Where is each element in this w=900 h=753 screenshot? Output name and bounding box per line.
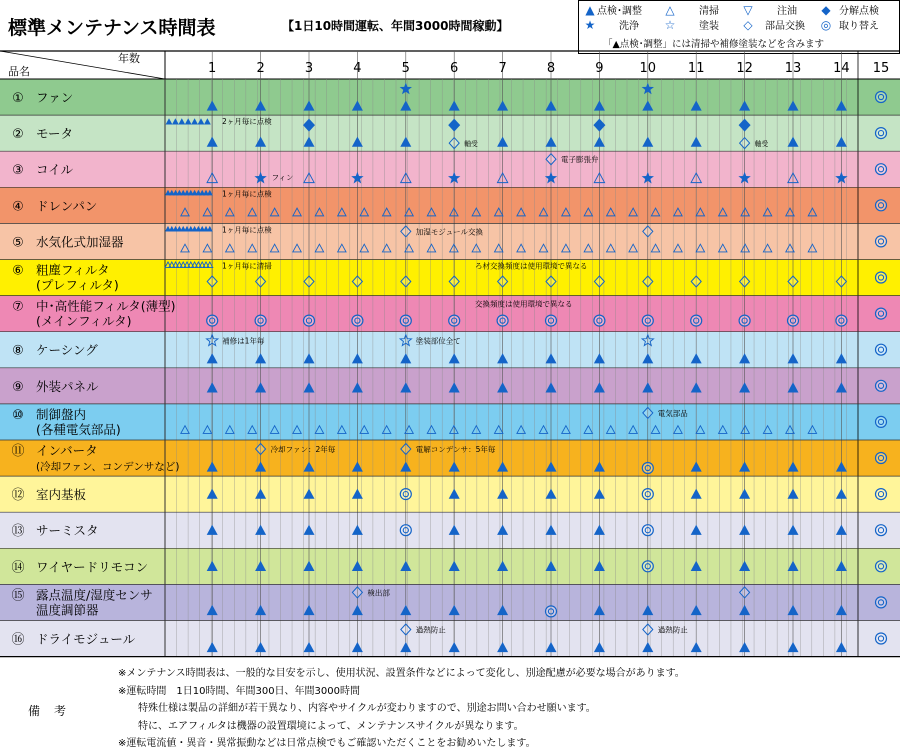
- year-label: 12: [736, 61, 753, 76]
- annotation-r8_note2: 塗装部位全て: [415, 336, 461, 346]
- annotation-r3_fin: フィン: [271, 173, 294, 183]
- row-name: 中･高性能フィルタ(薄型): [36, 298, 176, 314]
- replace-filter-icon: [788, 315, 799, 326]
- annotation-r15_note: 検出部: [367, 588, 390, 598]
- replace-icon: [876, 525, 887, 536]
- footer-notes: [118, 665, 685, 753]
- replace-icon: [876, 200, 887, 211]
- year-label: 4: [353, 61, 362, 76]
- star-outline-icon: ☆: [664, 17, 676, 32]
- row-number: ⑤: [12, 235, 24, 251]
- row-band: [0, 260, 900, 296]
- year-label: 7: [498, 61, 507, 76]
- row-number: ⑧: [12, 343, 24, 359]
- year-label: 5: [401, 61, 410, 76]
- replace-filter-icon: [352, 315, 363, 326]
- row-name: インバータ: [36, 443, 98, 458]
- row-name: ケーシング: [36, 342, 98, 358]
- legend-item-clean: △ 清掃: [663, 2, 743, 17]
- header-years-label: 年数: [118, 52, 140, 65]
- row-name: ドレンパン: [36, 198, 98, 214]
- annotation-r8_note1: 補修は1年毎: [222, 336, 265, 346]
- replace-icon: [876, 561, 887, 572]
- legend-item-overhaul: ◆ 分解点検: [819, 2, 900, 17]
- inverted-triangle-outline-icon: ▽: [743, 2, 753, 17]
- footer-line: ※運転電流値・異音・異常振動などは日常点検でもご確認いただくことをお勧めいたします。: [118, 738, 536, 749]
- replace-filter-icon: [304, 315, 315, 326]
- replace-icon: [876, 380, 887, 391]
- row-name: 水気化式加湿器: [36, 234, 124, 250]
- header-item-label: 品名: [8, 65, 30, 78]
- row-name: ドライモジュール: [36, 631, 136, 647]
- year-label: 2: [256, 61, 265, 76]
- annotation-r5_note: 1ヶ月毎に点検: [222, 225, 272, 235]
- page-title: 標準メンテナンス時間表: [8, 17, 216, 39]
- row-name-secondary: 温度調節器: [36, 602, 99, 618]
- replace-icon: [876, 489, 887, 500]
- row-band: [0, 187, 900, 223]
- row-name: モータ: [36, 126, 74, 142]
- annotation-r2_note: 2ヶ月毎に点検: [222, 117, 272, 127]
- replace-icon: [642, 489, 653, 500]
- row-number: ⑫: [11, 488, 25, 504]
- row-name: 粗塵フィルタ: [36, 262, 110, 278]
- row-number: ④: [12, 199, 24, 215]
- annotation-r16_note2: 過熱防止: [657, 625, 688, 635]
- replace-filter-icon: [642, 315, 653, 326]
- replace-filter-icon: [400, 315, 411, 326]
- replace-filter-icon: [207, 315, 218, 326]
- legend-item-replace: ◎ 取り替え: [820, 17, 879, 32]
- replace-filter-icon: [691, 315, 702, 326]
- annotation-r3_top: 電子膨張弁: [561, 155, 599, 165]
- replace-icon: [876, 597, 887, 608]
- row-number: ⑯: [11, 632, 25, 648]
- legend-item-oil: ▽ 注油: [741, 2, 821, 17]
- annotation-r5_module: 加湿モジュール交換: [415, 227, 484, 237]
- annotation-r10_note: 電気部品: [657, 408, 688, 418]
- replace-icon: [876, 236, 887, 247]
- row-name-secondary: (各種電気部品): [36, 421, 121, 437]
- triangle-filled-icon: ▲: [585, 2, 595, 17]
- replace-icon: [642, 525, 653, 536]
- row-name-secondary: (プレフィルタ): [36, 277, 119, 293]
- row-number: ⑩: [12, 407, 24, 423]
- row-number: ⑬: [11, 524, 25, 540]
- year-label: 13: [784, 61, 802, 76]
- annotation-r4_note: 1ヶ月毎に点検: [222, 189, 272, 199]
- row-name-secondary: (メインフィルタ): [36, 313, 132, 329]
- replace-icon: [876, 164, 887, 175]
- annotation-r6_note: 1ヶ月毎に清掃: [222, 261, 272, 271]
- row-number: ③: [12, 163, 24, 179]
- year-label: 9: [595, 61, 604, 76]
- year-label: 10: [639, 61, 657, 76]
- replace-icon: [546, 606, 557, 617]
- row-number: ⑦: [12, 299, 24, 315]
- replace-filter-icon: [255, 315, 266, 326]
- replace-icon: [400, 525, 411, 536]
- star-filled-icon: ★: [584, 17, 596, 32]
- legend-item-paint: ☆ 塗装: [664, 17, 719, 32]
- replace-icon: [642, 463, 653, 474]
- row-name: コイル: [36, 162, 74, 178]
- double-circle-icon: ◎: [820, 17, 832, 32]
- page-subtitle: 【1日10時間運転、年間3000時間稼動】: [282, 19, 509, 33]
- row-number: ②: [12, 127, 24, 143]
- row-band: [0, 404, 900, 440]
- footer-label: 備考: [28, 704, 81, 718]
- replace-filter-icon: [497, 315, 508, 326]
- annotation-r6_note2: ろ材交換頻度は使用環境で異なる: [475, 261, 588, 271]
- year-label: 14: [833, 61, 850, 76]
- annotation-r2_y12: 軸受: [754, 140, 769, 149]
- row-number: ⑥: [12, 263, 24, 279]
- row-name: 外装パネル: [36, 378, 99, 394]
- replace-filter-icon: [449, 315, 460, 326]
- row-name: サーミスタ: [36, 523, 99, 539]
- annotation-r16_note1: 過熱防止: [415, 625, 446, 635]
- replace-icon: [876, 92, 887, 103]
- replace-icon: [876, 344, 887, 355]
- row-band: [0, 368, 900, 404]
- year-label: 3: [304, 61, 314, 76]
- replace-filter-icon: [836, 315, 847, 326]
- diamond-outline-icon: ◇: [743, 17, 753, 32]
- row-band: [0, 512, 900, 548]
- row-name: 制御盤内: [36, 406, 87, 422]
- footer-line: 特に、エアフィルタは機器の設置環境によって、メンテナンスサイクルが異なります。: [138, 720, 524, 732]
- replace-icon: [876, 128, 887, 139]
- replace-icon: [876, 308, 887, 319]
- row-name: ファン: [36, 90, 74, 105]
- replace-icon: [876, 416, 887, 427]
- annotation-r2_y6: 軸受: [464, 140, 478, 149]
- replace-filter-icon: [739, 315, 750, 326]
- year-label: 15: [872, 61, 890, 76]
- row-number: ①: [12, 91, 24, 106]
- legend-item-replace-part: ◇ 部品交換: [741, 17, 821, 32]
- footer-line: 特殊仕様は製品の詳細が若干異なり、内容やサイクルが変わりますので、別途お問い合わせ願います。: [138, 703, 596, 714]
- diamond-filled-icon: ◆: [821, 2, 831, 17]
- replace-icon: [876, 453, 887, 464]
- annotation-r7_note: 交換頻度は使用環境で異なる: [475, 299, 573, 309]
- row-name: 室内基板: [36, 487, 87, 503]
- legend-item-inspect: ▲ 点検･調整: [583, 2, 675, 17]
- row-number: ⑨: [12, 379, 24, 395]
- footer-line: ※メンテナンス時間表は、一般的な目安を示し、使用状況、設置条件などによって変化し、別途配慮が必要な場合があります。: [118, 668, 685, 679]
- year-label: 8: [546, 61, 556, 76]
- row-name-secondary: (冷却ファン、コンデンサなど): [36, 461, 180, 473]
- footer-line: ※運転時間 1日10時間、年間300日、年間3000時間: [118, 685, 361, 697]
- replace-icon: [876, 272, 887, 283]
- triangle-outline-icon: △: [665, 2, 675, 17]
- year-label: 6: [450, 61, 459, 76]
- row-number: ⑭: [11, 560, 25, 576]
- row-band: [0, 476, 900, 512]
- annotation-r11_note1: 冷却ファン：2年毎: [270, 445, 336, 454]
- annotation-r11_note2: 電解コンデンサ：5年毎: [415, 445, 496, 454]
- row-name: 露点温度/湿度センサ: [36, 587, 153, 603]
- legend-item-wash: ★ 洗浄: [584, 17, 639, 32]
- replace-icon: [876, 633, 887, 644]
- year-label: 11: [687, 61, 705, 76]
- replace-filter-icon: [594, 315, 605, 326]
- replace-icon: [642, 561, 653, 572]
- row-number: ⑪: [11, 444, 25, 459]
- year-label: 1: [208, 61, 217, 76]
- legend-note: 「▲点検･調整」には清掃や補修塗装などを含みます: [603, 39, 825, 50]
- row-name: ワイヤードリモコン: [36, 559, 149, 575]
- row-number: ⑮: [11, 588, 25, 604]
- row-band: [0, 151, 900, 187]
- replace-filter-icon: [546, 315, 557, 326]
- replace-icon: [400, 489, 411, 500]
